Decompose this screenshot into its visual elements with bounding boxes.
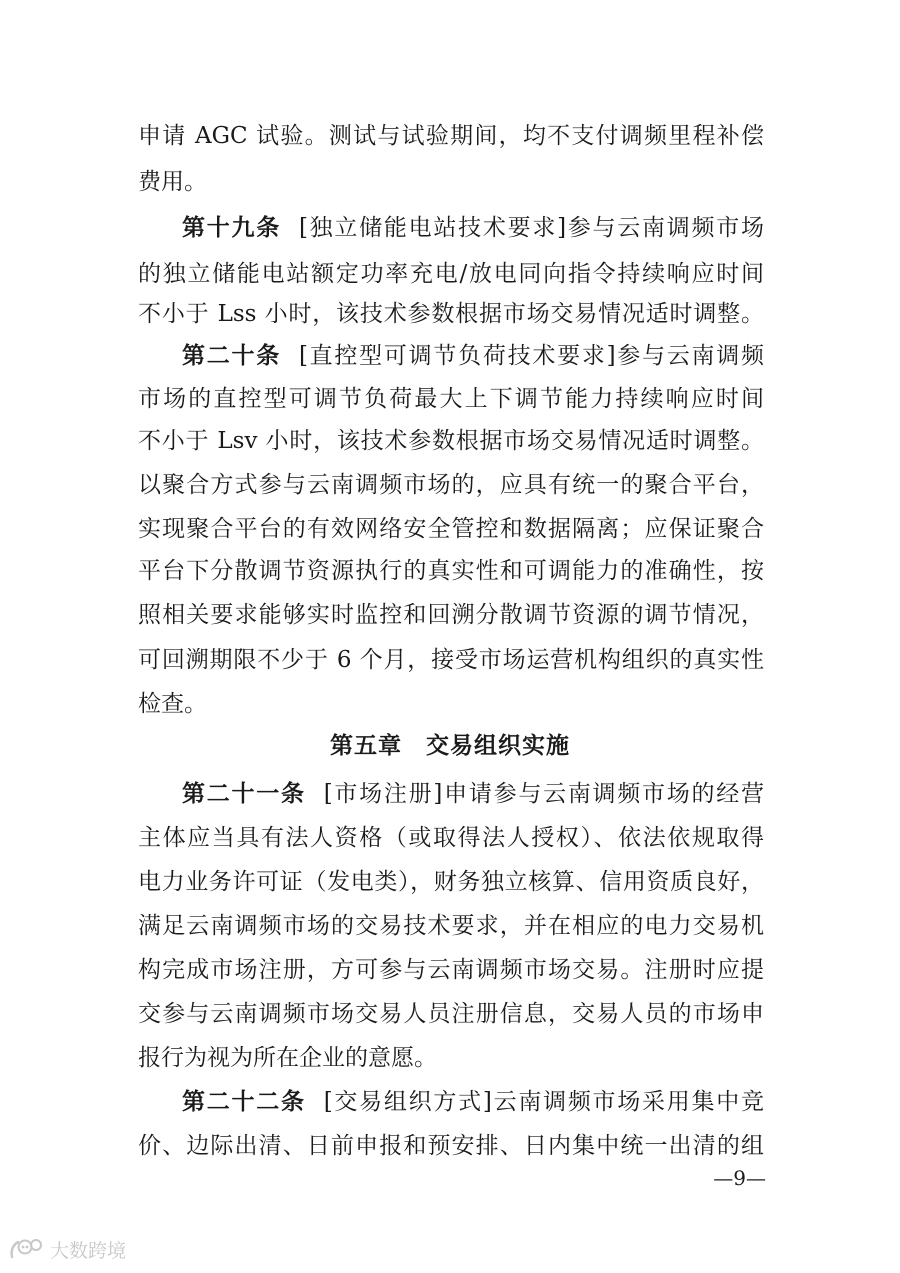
text-line: 价、边际出清、日前申报和预安排、日内集中统一出清的组 (138, 1133, 764, 1159)
text-line: 以聚合方式参与云南调频市场的，应具有统一的聚合平台， (138, 472, 764, 498)
text-line: 实现聚合平台的有效网络安全管控和数据隔离；应保证聚合 (138, 516, 764, 542)
watermark-text: 大数跨境 (50, 1239, 127, 1262)
text-line: 构完成市场注册，方可参与云南调频市场交易。注册时应提 (138, 957, 764, 983)
article-22-heading (182, 1087, 764, 1117)
text-line: 不小于 Lss 小时，该技术参数根据市场交易情况适时调整。 (138, 301, 764, 327)
text-line: 申请 AGC 试验。测试与试验期间，均不支付调频里程补偿 (138, 123, 764, 149)
text-line: 主体应当具有法人资格（或取得法人授权）、依法依规取得 (138, 825, 764, 851)
article-19-heading (182, 213, 764, 243)
watermark-logo-icon (8, 1237, 44, 1261)
article-21-heading (182, 779, 764, 809)
text-line: 费用。 (138, 169, 207, 195)
text-line: 交参与云南调频市场交易人员注册信息，交易人员的市场申 (138, 1001, 764, 1027)
watermark (8, 1236, 126, 1262)
text-line: 可回溯期限不少于 6 个月，接受市场运营机构组织的真实性 (138, 647, 764, 673)
article-22-lead: [交易组织方式]云南调频市场采用集中竞 (323, 1089, 765, 1115)
article-21-lead: [市场注册]申请参与云南调频市场的经营 (323, 781, 765, 807)
article-21-label: 第二十一条 (182, 781, 306, 807)
article-20-heading (182, 341, 764, 371)
text-line: 平台下分散调节资源执行的真实性和可调能力的准确性，按 (138, 558, 764, 584)
text-line: 检查。 (138, 691, 207, 717)
text-line: 电力业务许可证（发电类），财务独立核算、信用资质良好， (138, 869, 764, 895)
article-19-lead: [独立储能电站技术要求]参与云南调频市场 (298, 215, 764, 241)
text-line: 照相关要求能够实时监控和回溯分散调节资源的调节情况， (138, 602, 764, 628)
text-line: 市场的直控型可调节负荷最大上下调节能力持续响应时间 (138, 386, 764, 412)
article-19-label: 第十九条 (182, 215, 281, 241)
article-20-label: 第二十条 (182, 343, 281, 369)
text-line: 满足云南调频市场的交易技术要求，并在相应的电力交易机 (138, 913, 764, 939)
chapter-title: 第五章 交易组织实施 (330, 733, 570, 759)
article-22-label: 第二十二条 (182, 1089, 306, 1115)
text-line: 报行为视为所在企业的意愿。 (138, 1045, 437, 1071)
text-line: 的独立储能电站额定功率充电/放电同向指令持续响应时间 (138, 261, 764, 287)
article-20-lead: [直控型可调节负荷技术要求]参与云南调频 (298, 343, 764, 369)
text-line: 不小于 Lsv 小时，该技术参数根据市场交易情况适时调整。 (138, 428, 764, 454)
page-number: —9— (713, 1166, 766, 1190)
